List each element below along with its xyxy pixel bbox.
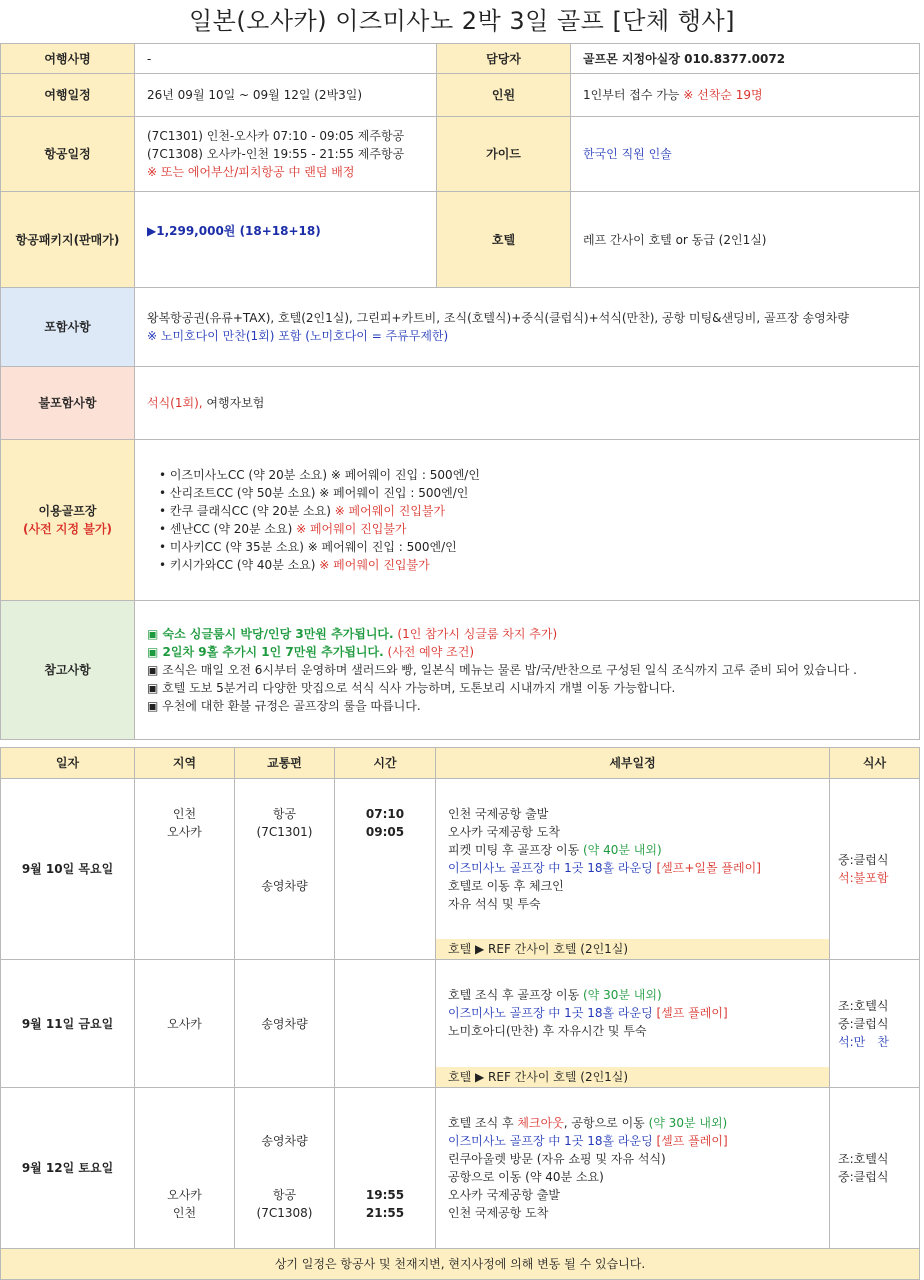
day3-time: 19:55 21:55 xyxy=(335,1088,436,1249)
flight-label: 항공일정 xyxy=(1,117,135,192)
hotel-value: 레프 간사이 호텔 or 동급 (2인1실) xyxy=(571,192,920,288)
guide-label: 가이드 xyxy=(437,117,571,192)
schedule-label: 여행일정 xyxy=(1,74,135,117)
people-label: 인원 xyxy=(437,74,571,117)
day1-date: 9월 10일 목요일 xyxy=(1,779,135,960)
flight-note: ※ 또는 에어부산/피치항공 中 랜덤 배정 xyxy=(147,165,355,179)
include-line-2: ※ 노미호다이 만찬(1회) 포함 (노미호다이 = 주류무제한) xyxy=(147,329,449,343)
note-single-room: ▣ 숙소 싱글룸시 박당/인당 3만원 추가됩니다. (1인 참가시 싱글룸 차지 추가) xyxy=(147,627,558,641)
day2-region: 오사카 xyxy=(135,960,235,1088)
schedule-value: 26년 09월 10일 ~ 09월 12일 (2박3일) xyxy=(135,74,437,117)
golf-course-item: • 칸쿠 클래식CC (약 20분 소요) ※ 페어웨이 진입불가 xyxy=(159,504,446,518)
header-region: 지역 xyxy=(135,748,235,779)
day2-time xyxy=(335,960,436,1088)
price-value: ▶1,299,000원 (18+18+18) xyxy=(135,192,437,288)
exclude-value: 석식(1회), 여행자보험 xyxy=(135,367,920,440)
page-title: 일본(오사카) 이즈미사노 2박 3일 골프 [단체 행사] xyxy=(188,7,736,35)
itinerary-table xyxy=(0,747,920,1280)
day1-meal: 중:클럽식 석:불포함 xyxy=(830,779,920,960)
exclude-label: 불포함사항 xyxy=(1,367,135,440)
header-date: 일자 xyxy=(1,748,135,779)
golf-course-item: • 산리조트CC (약 50분 소요) ※ 페어웨이 진입 : 500엔/인 xyxy=(159,486,469,500)
day3-region: 오사카 인천 xyxy=(135,1088,235,1249)
flight-value xyxy=(135,117,437,192)
table-row xyxy=(1,779,920,960)
people-note: ※ 선착순 19명 xyxy=(683,88,763,102)
golf-course-list xyxy=(135,440,920,601)
day1-detail: 인천 국제공항 출발 오사카 국제공항 도착 피켓 미팅 후 골프장 이동 (약 40분 내외) 이즈미사노 골프장 中 1곳 18홀 라운딩 [셀프+일몰 플레이] 호텔로 이동 후 체크인 자유 석식 및 투숙 호텔 ▶ REF 간사이 호텔 (2인1실) xyxy=(436,779,830,960)
itinerary-footer-note: 상기 일정은 항공사 및 천재지변, 현지사정에 의해 변동 될 수 있습니다. xyxy=(1,1249,920,1280)
guide-value: 한국인 직원 인솔 xyxy=(571,117,920,192)
day1-transport: 항공 (7C1301) 송영차량 xyxy=(235,779,335,960)
header-transport: 교통편 xyxy=(235,748,335,779)
manager-value: 골프몬 지정아실장 010.8377.0072 xyxy=(571,44,920,74)
hotel-label: 호텔 xyxy=(437,192,571,288)
people-value: 1인부터 접수 가능 ※ 선착순 19명 xyxy=(571,74,920,117)
include-label: 포함사항 xyxy=(1,288,135,367)
notes-value xyxy=(135,601,920,740)
flight-outbound: (7C1301) 인천-오사카 07:10 - 09:05 제주항공 xyxy=(147,129,405,143)
flight-return: (7C1308) 오사카-인천 19:55 - 21:55 제주항공 xyxy=(147,147,405,161)
day1-region: 인천 오사카 xyxy=(135,779,235,960)
table-row xyxy=(1,1088,920,1249)
day2-date: 9월 11일 금요일 xyxy=(1,960,135,1088)
note-dinner: ▣ 호텔 도보 5분거리 다양한 맛집으로 석식 식사 가능하며, 도톤보리 시내까지 개별 이동 가능합니다. xyxy=(147,681,676,695)
note-breakfast: ▣ 조식은 매일 오전 6시부터 운영하며 샐러드와 빵, 일본식 메뉴는 물론 밥/국/반찬으로 구성된 일식 조식까지 고루 준비 되어 있습니다 . xyxy=(147,663,857,677)
day3-meal: 조:호텔식 중:클럽식 xyxy=(830,1088,920,1249)
day3-detail: 호텔 조식 후 체크아웃, 공항으로 이동 (약 30분 내외) 이즈미사노 골프장 中 1곳 18홀 라운딩 [셀프 플레이] 린쿠아울렛 방문 (자유 쇼핑 및 자유 석식) 공항으로 이동 (약 40분 소요) 오사카 국제공항 출발 인천 국제공항 도착 xyxy=(436,1088,830,1249)
include-value xyxy=(135,288,920,367)
day3-transport: 송영차량 항공 (7C1308) xyxy=(235,1088,335,1249)
notes-label: 참고사항 xyxy=(1,601,135,740)
golf-label: 이용골프장 (사전 지정 불가) xyxy=(1,440,135,601)
day1-hotel-bar: 호텔 ▶ REF 간사이 호텔 (2인1실) xyxy=(436,939,829,959)
note-extra-holes: ▣ 2일차 9홀 추가시 1인 7만원 추가됩니다. (사전 예약 조건) xyxy=(147,645,475,659)
note-rain: ▣ 우천에 대한 환불 규정은 골프장의 룰을 따릅니다. xyxy=(147,699,421,713)
header-detail: 세부일정 xyxy=(436,748,830,779)
trip-name-value: - xyxy=(135,44,437,74)
trip-info-table xyxy=(0,43,920,740)
golf-course-item: • 미사키CC (약 35분 소요) ※ 페어웨이 진입 : 500엔/인 xyxy=(159,540,457,554)
golf-course-item: • 키시가와CC (약 40분 소요) ※ 페어웨이 진입불가 xyxy=(159,558,430,572)
include-line-1: 왕복항공권(유류+TAX), 호텔(2인1실), 그린피+카트비, 조식(호텔식)+중식(클럽식)+석식(만찬), 공항 미팅&샌딩비, 골프장 송영차량 xyxy=(147,311,849,325)
day2-detail: 호텔 조식 후 골프장 이동 (약 30분 내외) 이즈미사노 골프장 中 1곳 18홀 라운딩 [셀프 플레이] 노미호아디(만찬) 후 자유시간 및 투숙 호텔 ▶ REF 간사이 호텔 (2인1실) xyxy=(436,960,830,1088)
day2-hotel-bar: 호텔 ▶ REF 간사이 호텔 (2인1실) xyxy=(436,1067,829,1087)
day2-transport: 송영차량 xyxy=(235,960,335,1088)
day2-meal: 조:호텔식 중:클럽식 석:만 찬 xyxy=(830,960,920,1088)
golf-label-note: (사전 지정 불가) xyxy=(23,522,112,536)
table-row xyxy=(1,960,920,1088)
manager-label: 담당자 xyxy=(437,44,571,74)
golf-course-item: • 센난CC (약 20분 소요) ※ 페어웨이 진입불가 xyxy=(159,522,407,536)
trip-name-label: 여행사명 xyxy=(1,44,135,74)
price-label: 항공패키지(판매가) xyxy=(1,192,135,288)
header-time: 시간 xyxy=(335,748,436,779)
golf-course-item: • 이즈미사노CC (약 20분 소요) ※ 페어웨이 진입 : 500엔/인 xyxy=(159,468,480,482)
day3-date: 9월 12일 토요일 xyxy=(1,1088,135,1249)
header-meal: 식사 xyxy=(830,748,920,779)
day1-time: 07:10 09:05 xyxy=(335,779,436,960)
